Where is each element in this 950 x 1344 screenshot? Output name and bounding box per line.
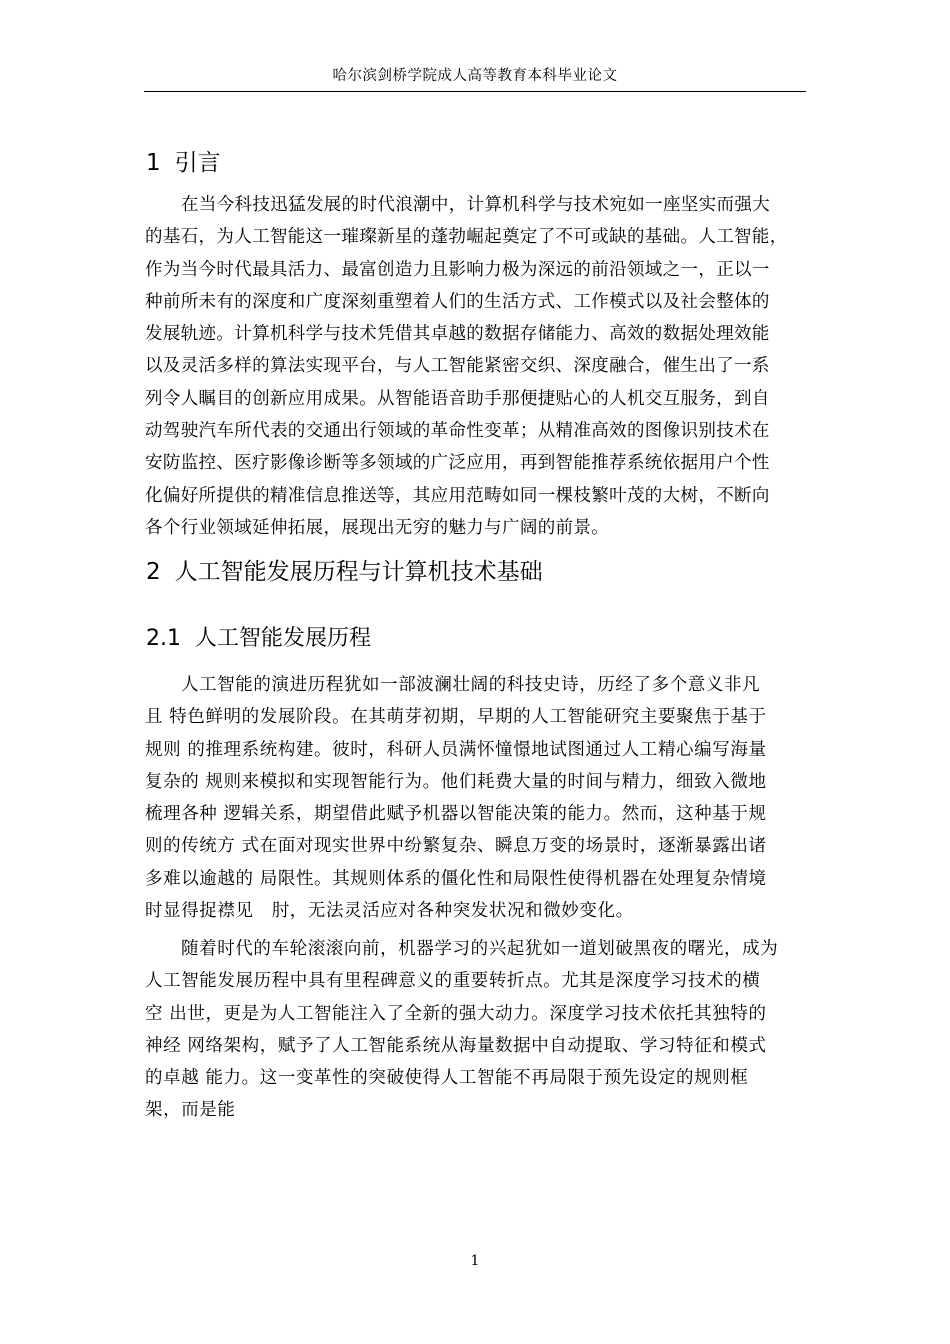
- paragraph-line: 多难以逾越的 局限性。其规则体系的僵化性和局限性使得机器在处理复杂情境: [145, 868, 767, 889]
- paragraph-line: 安防监控、医疗影像诊断等多领域的广泛应用，再到智能推荐系统依据用户个性: [145, 453, 770, 474]
- paragraph-line: 以及灵活多样的算法实现平台，与人工智能紧密交织、深度融合，催生出了一系: [145, 356, 770, 377]
- section-2-1-title: 人工智能发展历程: [195, 626, 372, 651]
- section-1-paragraph: [145, 189, 809, 544]
- section-1-heading: [146, 148, 221, 178]
- paragraph-line: 梳理各种 逻辑关系，期望借此赋予机器以智能决策的能力。然而，这种基于规: [145, 804, 767, 825]
- paragraph-line: 复杂的 规则来模拟和实现智能行为。他们耗费大量的时间与精力，细致入微地: [145, 771, 767, 792]
- section-2-heading: [146, 557, 543, 587]
- paragraph-line: 的卓越 能力。这一变革性的突破使得人工智能不再局限于预先设定的规则框: [145, 1068, 749, 1089]
- paragraph-line: 发展轨迹。计算机科学与技术凭借其卓越的数据存储能力、高效的数据处理效能: [145, 324, 770, 345]
- paragraph-line: 随着时代的车轮滚滚向前，机器学习的兴起犹如一道划破黑夜的曙光，成为: [181, 939, 779, 959]
- section-2-title: 人工智能发展历程与计算机技术基础: [174, 559, 543, 585]
- paragraph-line: 动驾驶汽车所代表的交通出行领域的革命性变革；从精准高效的图像识别技术在: [145, 421, 770, 442]
- section-2-1-heading: [146, 624, 371, 654]
- paragraph-line: 作为当今时代最具活力、最富创造力且影响力极为深远的前沿领域之一，正以一: [145, 259, 770, 280]
- paragraph-line: 时显得捉襟见 肘，无法灵活应对各种突发状况和微妙变化。: [145, 901, 634, 922]
- paragraph-line: 在当今科技迅猛发展的时代浪潮中，计算机科学与技术宛如一座坚实而强大: [181, 195, 771, 215]
- page-number: 1: [470, 1253, 480, 1269]
- paragraph-line: 架，而是能: [145, 1100, 236, 1121]
- paragraph-line: 列令人瞩目的创新应用成果。从智能语音助手那便捷贴心的人机交互服务，到自: [145, 388, 770, 409]
- paragraph-line: 各个行业领域延伸拓展，展现出无穷的魅力与广阔的前景。: [145, 517, 610, 538]
- paragraph-line: 的基石，为人工智能这一璀璨新星的蓬勃崛起奠定了不可或缺的基础。人工智能，: [145, 227, 788, 248]
- paragraph-line: 规则 的推理系统构建。彼时，科研人员满怀憧憬地试图通过人工精心编写海量: [145, 739, 767, 760]
- section-2-1-number: 2.1: [146, 626, 181, 651]
- paragraph-line: 化偏好所提供的精准信息推送等，其应用范畴如同一棵枝繁叶茂的大树，不断向: [145, 485, 770, 506]
- paragraph-line: 则的传统方 式在面对现实世界中纷繁复杂、瞬息万变的场景时，逐渐暴露出诸: [145, 836, 767, 857]
- running-header: 哈尔滨剑桥学院成人高等教育本科毕业论文: [144, 67, 806, 92]
- section-2-1-paragraph-2: [145, 933, 809, 1127]
- paragraph-line: 人工智能的演进历程犹如一部波澜壮阔的科技史诗，历经了多个意义非凡: [181, 675, 761, 695]
- section-1-title: 引言: [174, 150, 221, 176]
- paragraph-line: 且 特色鲜明的发展阶段。在其萌芽初期，早期的人工智能研究主要聚焦于基于: [145, 707, 767, 728]
- paragraph-line: 空 出世，更是为人工智能注入了全新的强大动力。深度学习技术依托其独特的: [145, 1003, 767, 1024]
- section-2-number: 2: [146, 559, 161, 585]
- paragraph-line: 神经 网络架构，赋予了人工智能系统从海量数据中自动提取、学习特征和模式: [145, 1035, 767, 1056]
- paragraph-line: 种前所未有的深度和广度深刻重塑着人们的生活方式、工作模式以及社会整体的: [145, 291, 770, 312]
- section-2-1-paragraph-1: [145, 669, 809, 927]
- paragraph-line: 人工智能发展历程中具有里程碑意义的重要转折点。尤其是深度学习技术的横: [145, 971, 761, 992]
- section-1-number: 1: [146, 150, 161, 176]
